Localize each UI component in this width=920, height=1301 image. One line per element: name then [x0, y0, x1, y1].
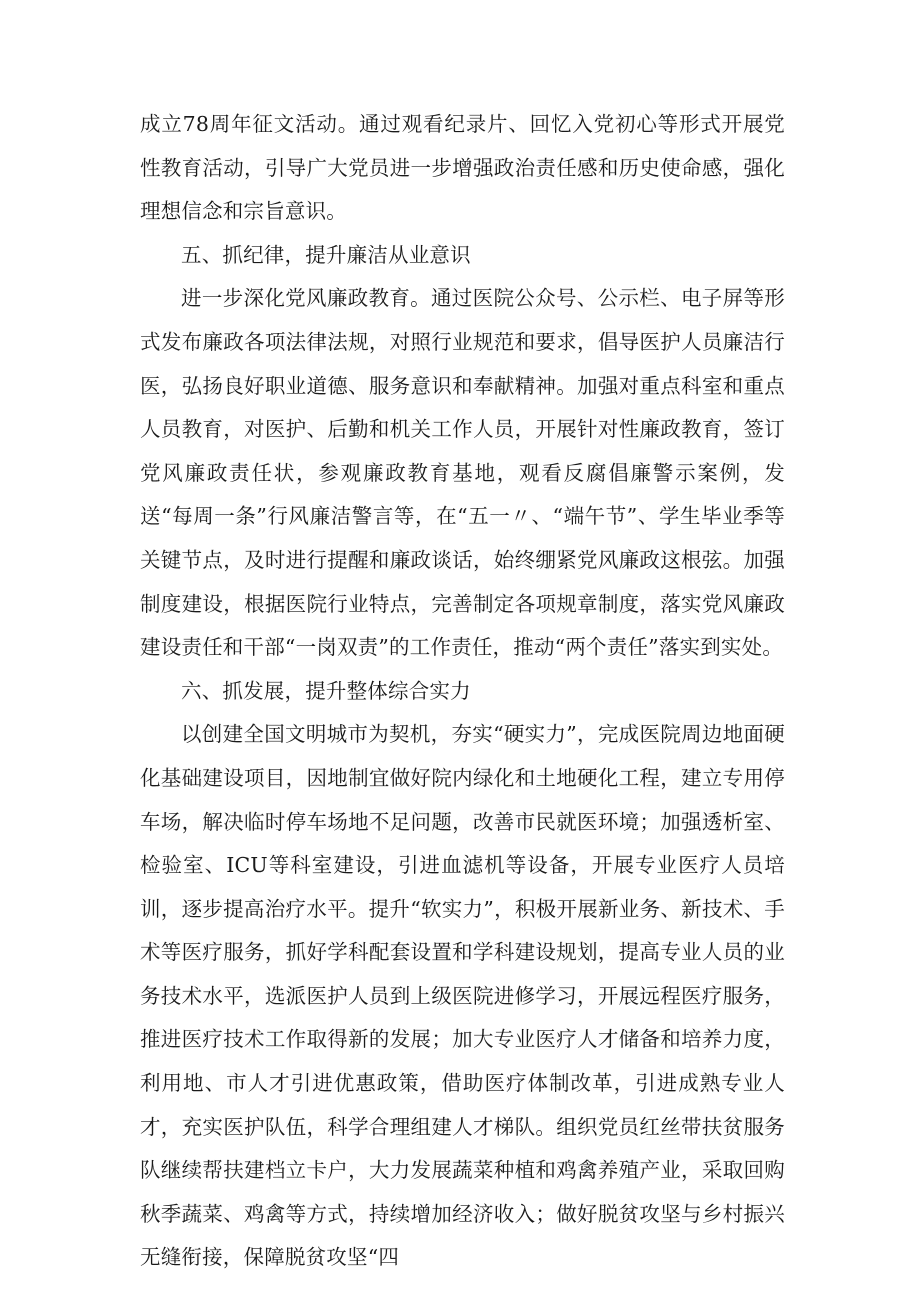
document-body	[140, 103, 785, 1280]
paragraph-integrity-education: 进一步深化党风廉政教育。通过医院公众号、公示栏、电子屏等形式发布廉政各项法律法规，对照行业规范和要求，倡导医护人员廉洁行医，弘扬良好职业道德、服务意识和奉献精神。加强对重点科室和重点人员教育，对医护、后勤和机关工作人员，开展针对性廉政教育，签订党风廉政责任状，参观廉政教育基地，观看反腐倡廉警示案例，发送“每周一条”行风廉洁警言等，在“五一〃、“端午节”、学生毕业季等关键节点，及时进行提醒和廉政谈话，始终绷紧党风廉政这根弦。加强制度建设，根据医院行业特点，完善制定各项规章制度，落实党风廉政建设责任和干部“一岗双责”的工作责任，推动“两个责任”落实到实处。	[140, 286, 785, 660]
section-heading-discipline: 五、抓纪律，提升廉洁从业意识	[181, 242, 471, 267]
paragraph-party-education-end: 成立78周年征文活动。通过观看纪录片、回忆入党初心等形式开展党性教育活动，引导广大党员进一步增强政治责任感和历史使命感，强化理想信念和宗旨意识。	[140, 112, 785, 224]
section-heading-development: 六、抓发展，提升整体综合实力	[181, 678, 471, 703]
paragraph-hospital-development: 以创建全国文明城市为契机，夯实“硬实力”，完成医院周边地面硬化基础建设项目，因地制宜做好院内绿化和土地硬化工程，建立专用停车场，解决临时停车场地不足问题，改善市民就医环境；加强透析室、检验室、ICU等科室建设，引进血滤机等设备，开展专业医疗人员培训，逐步提高治疗水平。提升“软实力”，积极开展新业务、新技术、手术等医疗服务，抓好学科配套设置和学科建设规划，提高专业人员的业务技术水平，选派医护人员到上级医院进修学习，开展远程医疗服务，推进医疗技术工作取得新的发展；加大专业医疗人才储备和培养力度，利用地、市人才引进优惠政策，借助医疗体制改革，引进成熟专业人才，充实医护队伍，科学合理组建人才梯队。组织党员红丝带扶贫服务队继续帮扶建档立卡户，大力发展蔬菜种植和鸡禽养殖产业，采取回购秋季蔬菜、鸡禽等方式，持续增加经济收入；做好脱贫攻坚与乡村振兴无缝衔接，保障脱贫攻坚“四	[140, 722, 785, 1270]
